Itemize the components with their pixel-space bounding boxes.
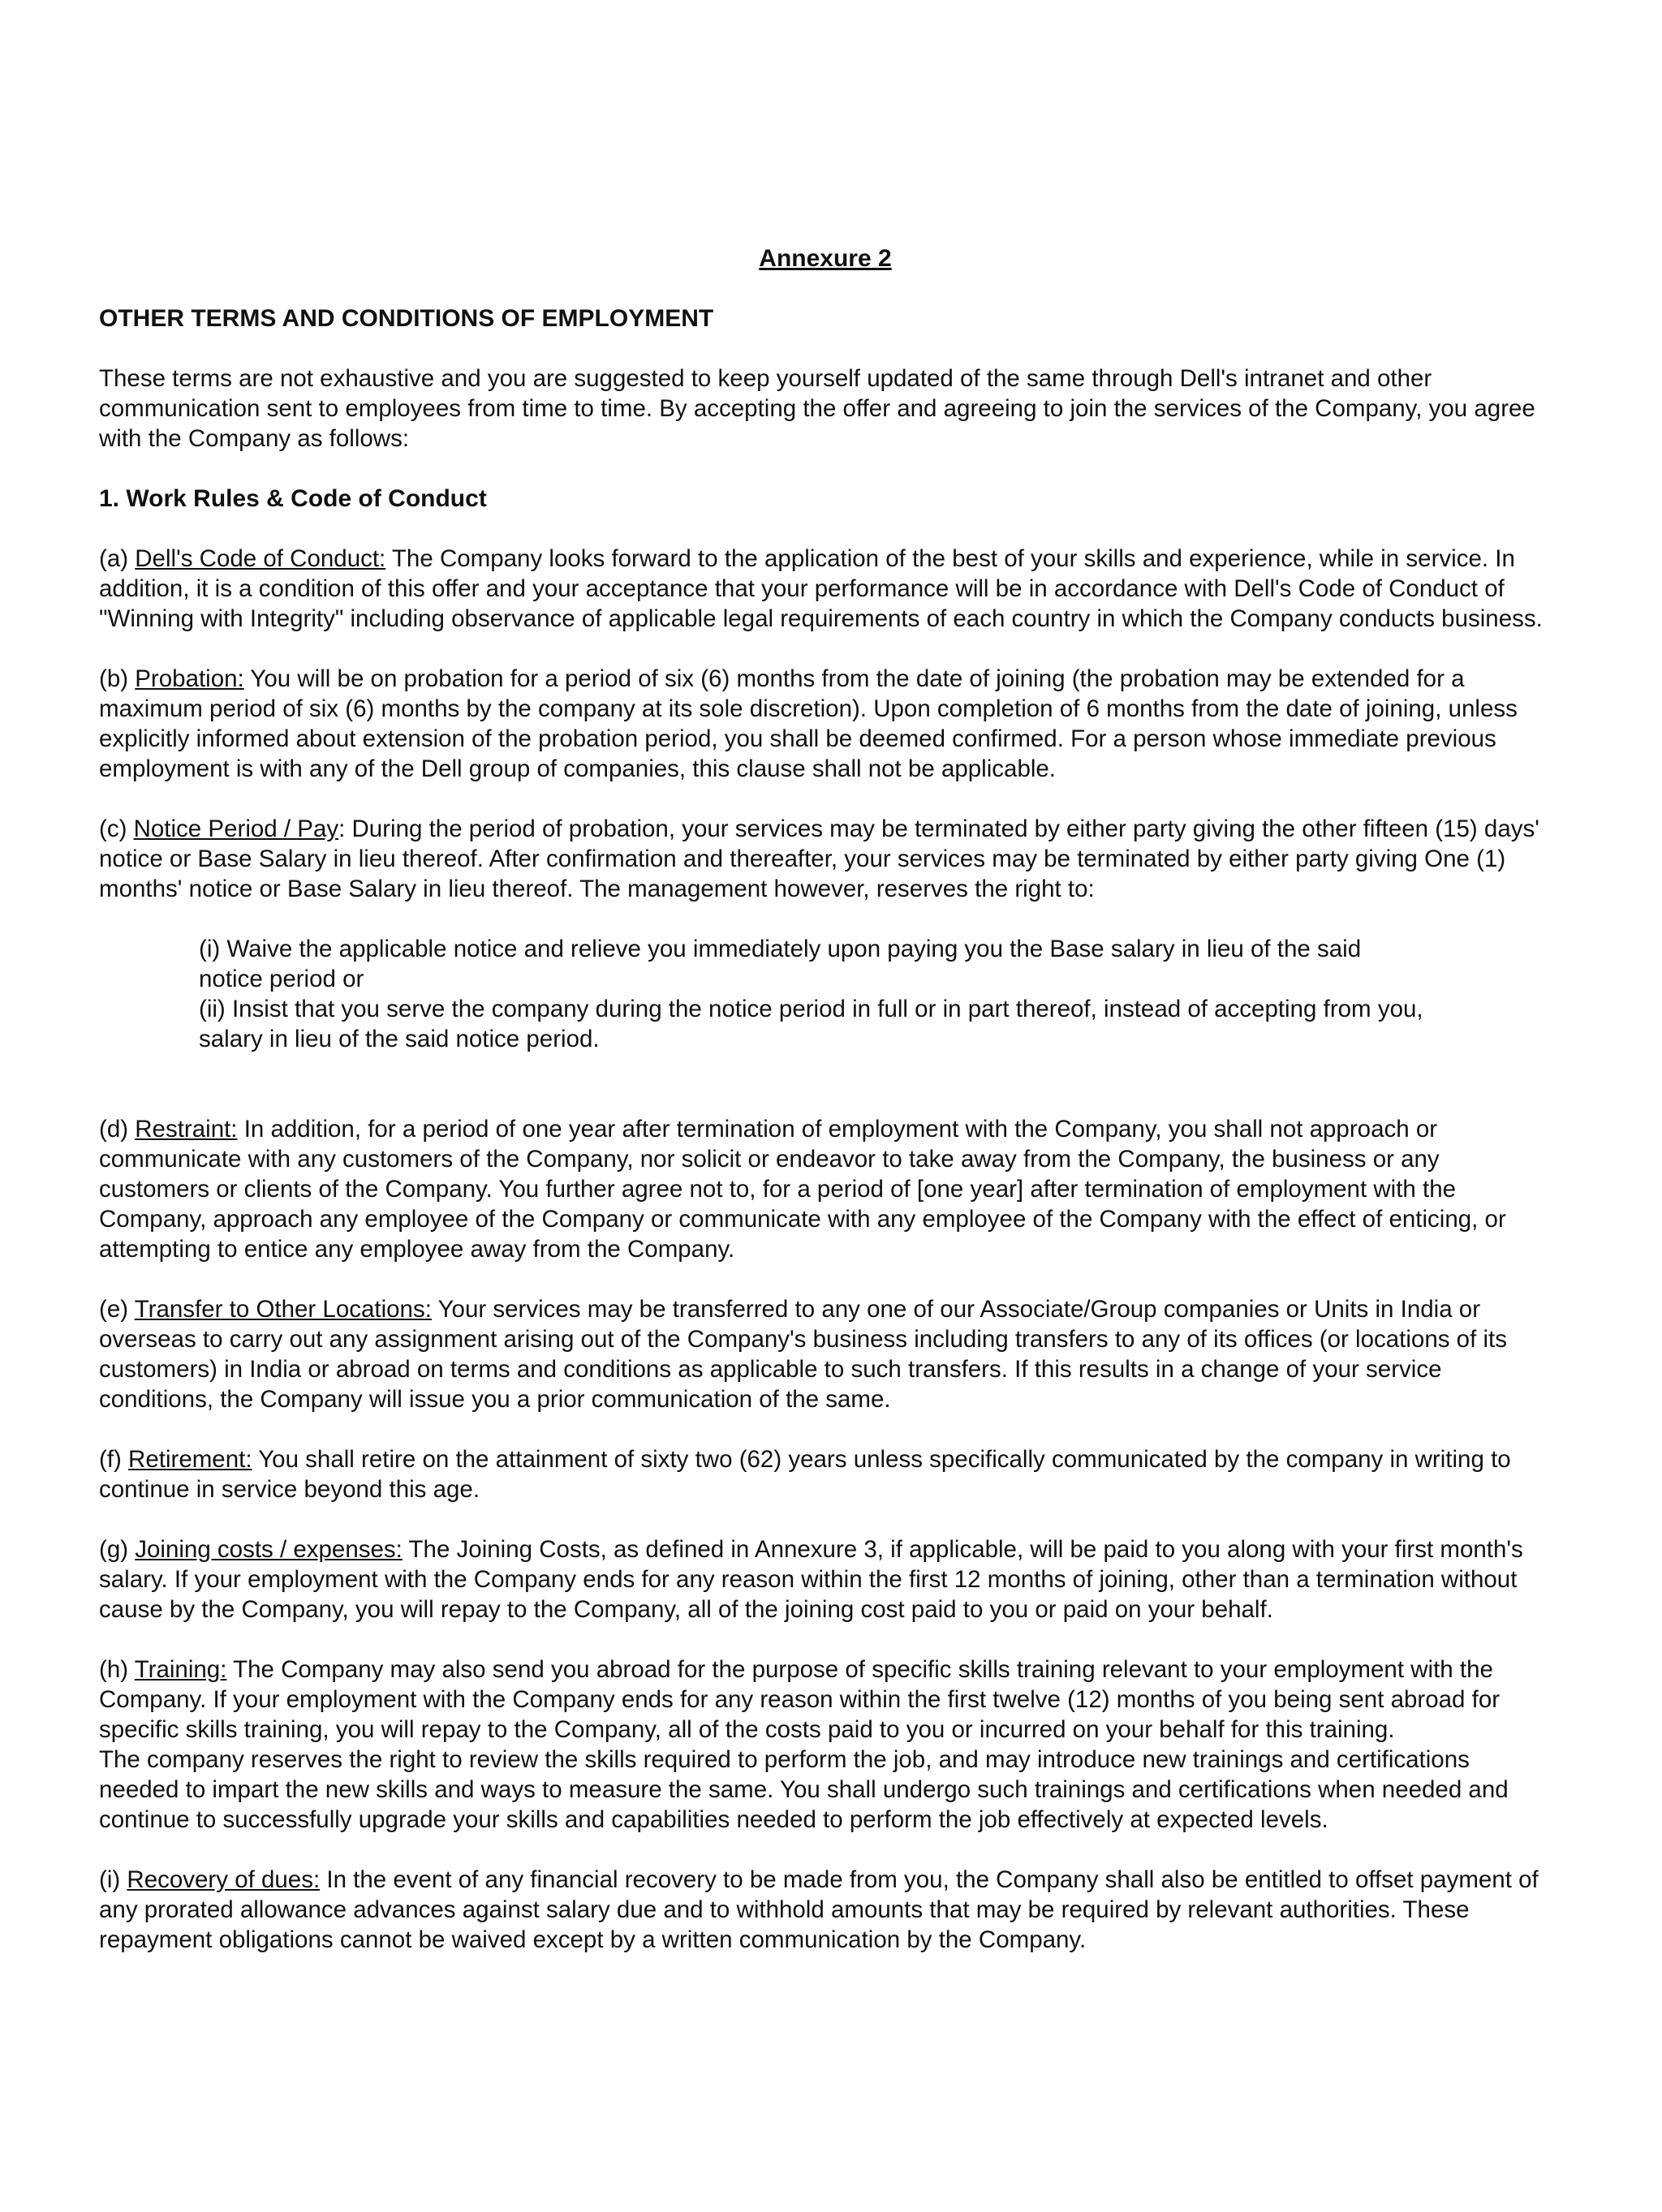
- clause-text: The Company looks forward to the application of the best of your skills and experience, while in service. In addition, it is a condition of this offer and your acceptance that your performance will be in accordance with Dell's Code of Conduct of "Winning with Integrity" including observance of applicable legal requirements of each country in which the Company conducts business.: [99, 545, 1543, 632]
- clause-training: [99, 1655, 1552, 1745]
- clause-label: (d): [99, 1116, 136, 1143]
- clause-recovery-of-dues: [99, 1865, 1552, 1955]
- sublist-item-insist: (ii) Insist that you serve the company during the notice period in full or in part thereof, instead of accepting from you, salary in lieu of the said notice period.: [199, 996, 1423, 1052]
- clause-restraint: [99, 1114, 1552, 1264]
- clause-training-continued: The company reserves the right to review the skills required to perform the job, and may introduce new trainings and certifications needed to impart the new skills and ways to measure the same. You shall undergo such trainings and certifications when needed and continue to successfully upgrade your skills and capabilities needed to perform the job effectively at expected levels.: [99, 1746, 1509, 1833]
- document-page: [99, 243, 1552, 1985]
- document-title: Annexure 2: [759, 245, 892, 272]
- intro-paragraph: These terms are not exhaustive and you are suggested to keep yourself updated of the same through Dell's intranet and other communication sent to employees from time to time. By accepting the offer and agreeing to join the services of the Company, you agree with the Company as follows:: [99, 365, 1535, 452]
- clause-label: (c): [99, 816, 134, 842]
- sublist-item-waive: (i) Waive the applicable notice and relieve you immediately upon paying you the Base salary in lieu of the said notice period or: [199, 936, 1362, 992]
- clause-label: (b): [99, 665, 136, 692]
- clause-term: Restraint:: [135, 1116, 238, 1143]
- clause-code-of-conduct: [99, 544, 1552, 634]
- section-heading-work-rules: 1. Work Rules & Code of Conduct: [99, 485, 487, 512]
- clause-text: In the event of any financial recovery to be made from you, the Company shall also be entitled to offset payment of any prorated allowance advances against salary due and to withhold amounts that may be required by relevant authorities. These repayment obligations cannot be waived except by a written communication by the Company.: [99, 1866, 1539, 1953]
- clause-label: (a): [99, 545, 136, 572]
- clause-retirement: [99, 1444, 1552, 1504]
- clause-text: You shall retire on the attainment of sixty two (62) years unless specifically communicated by the company in writing to continue in service beyond this age.: [99, 1446, 1511, 1503]
- clause-term: Retirement:: [128, 1446, 252, 1473]
- clause-text: : During the period of probation, your services may be terminated by either party giving the other fifteen (15) days' notice or Base Salary in lieu thereof. After confirmation and thereafter, your services may be terminated by either party giving One (1) months' notice or Base Salary in lieu thereof. The management however, reserves the right to:: [99, 816, 1539, 902]
- clause-term: Recovery of dues:: [127, 1866, 321, 1893]
- clause-text: The Company may also send you abroad for the purpose of specific skills training relevant to your employment with the Company. If your employment with the Company ends for any reason within the first twelve (12) months of you being sent abroad for specific skills training, you will repay to the Company, all of the costs paid to you or incurred on your behalf for this training.: [99, 1656, 1501, 1743]
- clause-notice-period: [99, 814, 1552, 904]
- notice-period-sublist: [99, 934, 1552, 1054]
- clause-text: The Joining Costs, as defined in Annexure 3, if applicable, will be paid to you along with your first month's salary. If your employment with the Company ends for any reason within the first 12 months of joining, other than a termination without cause by the Company, you will repay to the Company, all of the joining cost paid to you or paid on your behalf.: [99, 1536, 1523, 1623]
- clause-text: You will be on probation for a period of six (6) months from the date of joining (the probation may be extended for a maximum period of six (6) months by the company at its sole discretion). Upon completion of 6 months from the date of joining, unless explicitly informed about extension of the probation period, you shall be deemed confirmed. For a person whose immediate previous employment is with any of the Dell group of companies, this clause shall not be applicable.: [99, 665, 1518, 782]
- clause-transfer: [99, 1294, 1552, 1414]
- clause-term: Notice Period / Pay: [133, 816, 339, 842]
- clause-label: (e): [99, 1296, 135, 1323]
- clause-label: (g): [99, 1536, 136, 1563]
- clause-joining-costs: [99, 1534, 1552, 1625]
- clause-term: Probation:: [135, 665, 244, 692]
- clause-label: (i): [99, 1866, 127, 1893]
- document-heading: OTHER TERMS AND CONDITIONS OF EMPLOYMENT: [99, 305, 714, 332]
- clause-text: Your services may be transferred to any one of our Associate/Group companies or Units in India or overseas to carry out any assignment arising out of the Company's business including transfers to any of its offices (or locations of its customers) in India or abroad on terms and conditions as applicable to such transfers. If this results in a change of your service conditions, the Company will issue you a prior communication of the same.: [99, 1296, 1507, 1413]
- clause-term: Joining costs / expenses:: [135, 1536, 403, 1563]
- clause-label: (f): [99, 1446, 129, 1473]
- clause-label: (h): [99, 1656, 135, 1683]
- clause-text: In addition, for a period of one year after termination of employment with the Company, you shall not approach or communicate with any customers of the Company, nor solicit or endeavor to take away from the Company, the business or any customers or clients of the Company. You further agree not to, for a period of [one year] after termination of employment with the Company, approach any employee of the Company or communicate with any employee of the Company with the effect of enticing, or attempting to entice any employee away from the Company.: [99, 1116, 1506, 1263]
- clause-probation: [99, 664, 1552, 784]
- clause-term: Training:: [134, 1656, 227, 1683]
- clause-term: Transfer to Other Locations:: [134, 1296, 432, 1323]
- clause-term: Dell's Code of Conduct:: [135, 545, 386, 572]
